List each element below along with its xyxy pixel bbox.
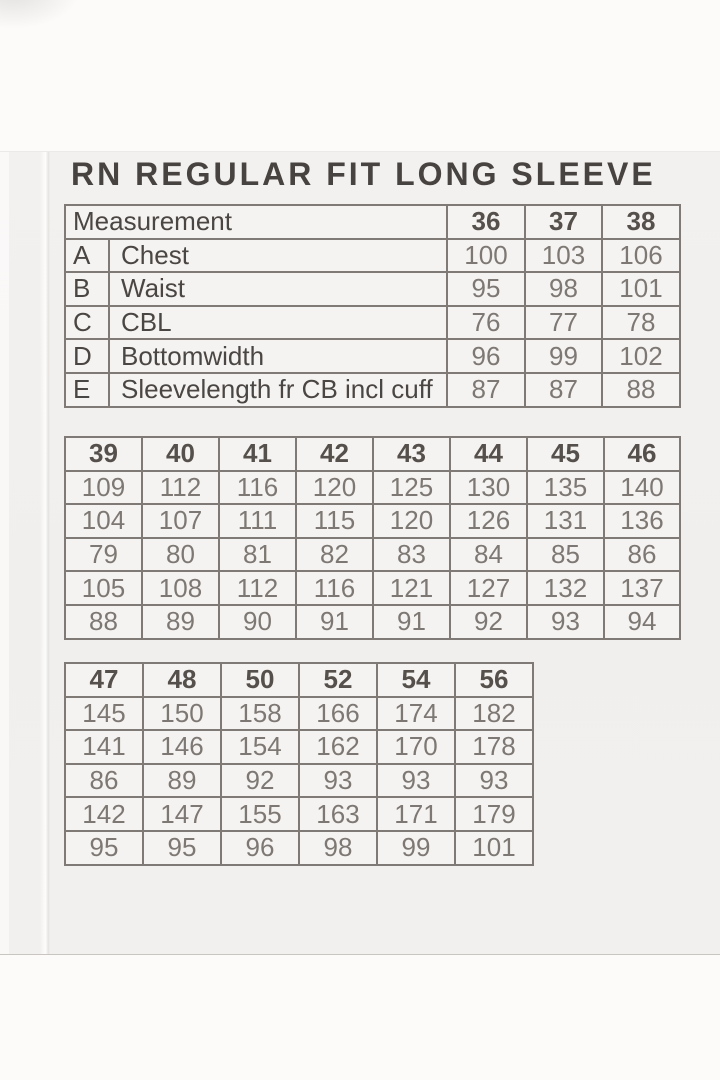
- size-column-header: 44: [450, 437, 527, 471]
- value-cell: 106: [602, 239, 680, 273]
- value-cell: 112: [142, 471, 219, 505]
- size-column-header: 36: [447, 205, 525, 239]
- value-cell: 88: [65, 605, 142, 639]
- value-cell: 96: [221, 831, 299, 865]
- size-column-header: 40: [142, 437, 219, 471]
- table-header-row: [65, 205, 680, 239]
- value-cell: 171: [377, 797, 455, 831]
- value-cell: 132: [527, 571, 604, 605]
- value-cell: 101: [455, 831, 533, 865]
- table-header-row: [65, 437, 680, 471]
- table-row: [65, 730, 533, 764]
- value-cell: 158: [221, 697, 299, 731]
- row-key-cell: B: [65, 272, 109, 306]
- value-cell: 147: [143, 797, 221, 831]
- value-cell: 93: [455, 764, 533, 798]
- row-label-cell: CBL: [109, 306, 447, 340]
- size-column-header: 56: [455, 663, 533, 697]
- row-key-cell: D: [65, 339, 109, 373]
- size-column-header: 37: [525, 205, 602, 239]
- size-column-header: 42: [296, 437, 373, 471]
- value-cell: 77: [525, 306, 602, 340]
- value-cell: 120: [296, 471, 373, 505]
- table-row: [65, 797, 533, 831]
- size-column-header: 50: [221, 663, 299, 697]
- table-row: [65, 764, 533, 798]
- card-fold-crease: [40, 152, 50, 954]
- value-cell: 95: [65, 831, 143, 865]
- value-cell: 99: [525, 339, 602, 373]
- value-cell: 127: [450, 571, 527, 605]
- value-cell: 92: [221, 764, 299, 798]
- value-cell: 89: [143, 764, 221, 798]
- value-cell: 179: [455, 797, 533, 831]
- value-cell: 95: [143, 831, 221, 865]
- value-cell: 146: [143, 730, 221, 764]
- value-cell: 104: [65, 504, 142, 538]
- size-table-39-46: [64, 436, 681, 640]
- value-cell: 126: [450, 504, 527, 538]
- value-cell: 116: [296, 571, 373, 605]
- size-column-header: 46: [604, 437, 680, 471]
- row-label-cell: Sleevelength fr CB incl cuff: [109, 373, 447, 407]
- value-cell: 100: [447, 239, 525, 273]
- value-cell: 76: [447, 306, 525, 340]
- table-row: [65, 272, 680, 306]
- value-cell: 182: [455, 697, 533, 731]
- value-cell: 103: [525, 239, 602, 273]
- value-cell: 85: [527, 538, 604, 572]
- value-cell: 131: [527, 504, 604, 538]
- row-label-cell: Waist: [109, 272, 447, 306]
- value-cell: 78: [602, 306, 680, 340]
- value-cell: 120: [373, 504, 450, 538]
- value-cell: 136: [604, 504, 680, 538]
- value-cell: 93: [377, 764, 455, 798]
- value-cell: 102: [602, 339, 680, 373]
- value-cell: 121: [373, 571, 450, 605]
- size-table-47-56: [64, 662, 534, 866]
- value-cell: 93: [527, 605, 604, 639]
- value-cell: 82: [296, 538, 373, 572]
- row-key-cell: A: [65, 239, 109, 273]
- value-cell: 154: [221, 730, 299, 764]
- value-cell: 125: [373, 471, 450, 505]
- measurement-header-cell: Measurement: [65, 205, 447, 239]
- table-row: [65, 538, 680, 572]
- value-cell: 81: [219, 538, 296, 572]
- value-cell: 84: [450, 538, 527, 572]
- photo-corner-shadow: [0, 0, 85, 32]
- value-cell: 89: [142, 605, 219, 639]
- value-cell: 142: [65, 797, 143, 831]
- value-cell: 94: [604, 605, 680, 639]
- table-row: [65, 831, 533, 865]
- size-column-header: 47: [65, 663, 143, 697]
- card-left-highlight: [0, 152, 9, 954]
- row-key-cell: C: [65, 306, 109, 340]
- size-column-header: 54: [377, 663, 455, 697]
- value-cell: 83: [373, 538, 450, 572]
- row-label-cell: Chest: [109, 239, 447, 273]
- value-cell: 91: [296, 605, 373, 639]
- value-cell: 111: [219, 504, 296, 538]
- size-column-header: 41: [219, 437, 296, 471]
- value-cell: 98: [525, 272, 602, 306]
- value-cell: 87: [447, 373, 525, 407]
- size-column-header: 43: [373, 437, 450, 471]
- value-cell: 174: [377, 697, 455, 731]
- value-cell: 109: [65, 471, 142, 505]
- value-cell: 80: [142, 538, 219, 572]
- size-column-header: 39: [65, 437, 142, 471]
- table-row: [65, 471, 680, 505]
- value-cell: 141: [65, 730, 143, 764]
- table-row: [65, 306, 680, 340]
- value-cell: 87: [525, 373, 602, 407]
- value-cell: 92: [450, 605, 527, 639]
- value-cell: 116: [219, 471, 296, 505]
- table-row: [65, 571, 680, 605]
- value-cell: 79: [65, 538, 142, 572]
- value-cell: 140: [604, 471, 680, 505]
- value-cell: 91: [373, 605, 450, 639]
- table-header-row: [65, 663, 533, 697]
- value-cell: 137: [604, 571, 680, 605]
- table-row: [65, 697, 533, 731]
- value-cell: 130: [450, 471, 527, 505]
- value-cell: 90: [219, 605, 296, 639]
- measurement-table-36-38: [64, 204, 681, 408]
- value-cell: 95: [447, 272, 525, 306]
- value-cell: 108: [142, 571, 219, 605]
- size-column-header: 38: [602, 205, 680, 239]
- value-cell: 162: [299, 730, 377, 764]
- table-row: [65, 339, 680, 373]
- value-cell: 88: [602, 373, 680, 407]
- value-cell: 166: [299, 697, 377, 731]
- value-cell: 150: [143, 697, 221, 731]
- value-cell: 96: [447, 339, 525, 373]
- table-row: [65, 504, 680, 538]
- value-cell: 178: [455, 730, 533, 764]
- table-row: [65, 373, 680, 407]
- value-cell: 145: [65, 697, 143, 731]
- value-cell: 93: [299, 764, 377, 798]
- size-column-header: 48: [143, 663, 221, 697]
- value-cell: 135: [527, 471, 604, 505]
- value-cell: 101: [602, 272, 680, 306]
- size-column-header: 45: [527, 437, 604, 471]
- value-cell: 99: [377, 831, 455, 865]
- value-cell: 112: [219, 571, 296, 605]
- value-cell: 105: [65, 571, 142, 605]
- value-cell: 170: [377, 730, 455, 764]
- value-cell: 86: [65, 764, 143, 798]
- value-cell: 115: [296, 504, 373, 538]
- value-cell: 98: [299, 831, 377, 865]
- row-label-cell: Bottomwidth: [109, 339, 447, 373]
- table-row: [65, 239, 680, 273]
- value-cell: 107: [142, 504, 219, 538]
- table-row: [65, 605, 680, 639]
- value-cell: 155: [221, 797, 299, 831]
- size-column-header: 52: [299, 663, 377, 697]
- row-key-cell: E: [65, 373, 109, 407]
- size-chart-title: RN REGULAR FIT LONG SLEEVE: [71, 156, 656, 192]
- value-cell: 86: [604, 538, 680, 572]
- value-cell: 163: [299, 797, 377, 831]
